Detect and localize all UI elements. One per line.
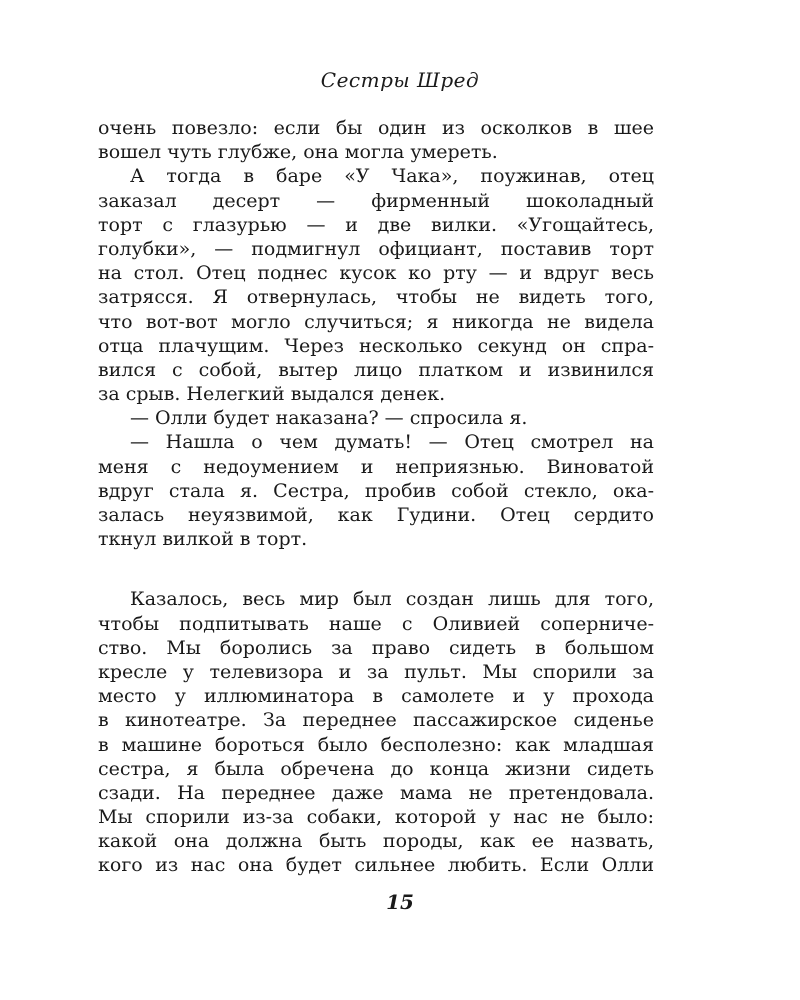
body-text [98,116,654,878]
text-line: Мы спорили из-за собаки, которой у нас не было: [98,806,654,829]
text-line: кресле у телевизора и за пульт. Мы спорили за [98,660,654,683]
text-line: сестра, я была обречена до конца жизни сидеть [98,757,654,780]
text-line: место у иллюминатора в самолете и у прохода [98,685,654,708]
text-line: на стол. Отец поднес кусок ко рту — и вдруг весь [98,262,654,285]
text-line: какой она должна быть породы, как ее назвать, [98,830,654,853]
text-line: в кинотеатре. За переднее пассажирское сиденье [98,709,654,732]
text-line: отца плачущим. Через несколько секунд он спра- [98,334,654,357]
text-line: что вот-вот могло случиться; я никогда не видела [98,310,654,333]
text-line: А тогда в баре «У Чака», поужинав, отец [130,165,654,188]
text-line: заказал десерт — фирменный шоколадный [98,189,654,212]
text-line: за срыв. Нелегкий выдался денек. [98,383,446,406]
text-line: ство. Мы боролись за право сидеть в большом [98,636,654,659]
text-line: вошел чуть глубже, она могла умереть. [98,141,498,164]
text-line: голубки», — подмигнул официант, поставив торт [98,237,654,260]
text-line: вился с собой, вытер лицо платком и извинился [98,358,654,381]
text-line: вдруг стала я. Сестра, пробив собой стекло, ока- [98,479,654,502]
text-line: Казалось, весь мир был создан лишь для того, [130,588,654,611]
text-section-2 [98,587,654,877]
text-line: меня с недоумением и неприязнью. Виноватой [98,455,654,478]
text-line: торт с глазурью — и две вилки. «Угощайтесь, [98,213,654,236]
text-line: затрясся. Я отвернулась, чтобы не видеть того, [98,286,654,309]
page-number: 15 [386,890,414,914]
text-line: чтобы подпитывать наше с Оливией соперниче- [98,612,654,635]
text-line: — Нашла о чем думать! — Отец смотрел на [130,431,654,454]
section-break [98,551,654,587]
text-line: сзади. На переднее даже мама не претендовала. [98,781,654,804]
text-section-1 [98,116,654,551]
text-line: — Олли будет наказана? — спросила я. [130,407,528,430]
text-line: залась неуязвимой, как Гудини. Отец сердито [98,504,654,526]
running-head: Сестры Шред [320,68,480,92]
text-line: очень повезло: если бы один из осколков в шее [98,117,654,139]
text-line: ткнул вилкой в торт. [98,528,308,551]
text-line: в машине бороться было бесполезно: как младшая [98,733,654,756]
text-line: кого из нас она будет сильнее любить. Если Олли [98,854,654,877]
